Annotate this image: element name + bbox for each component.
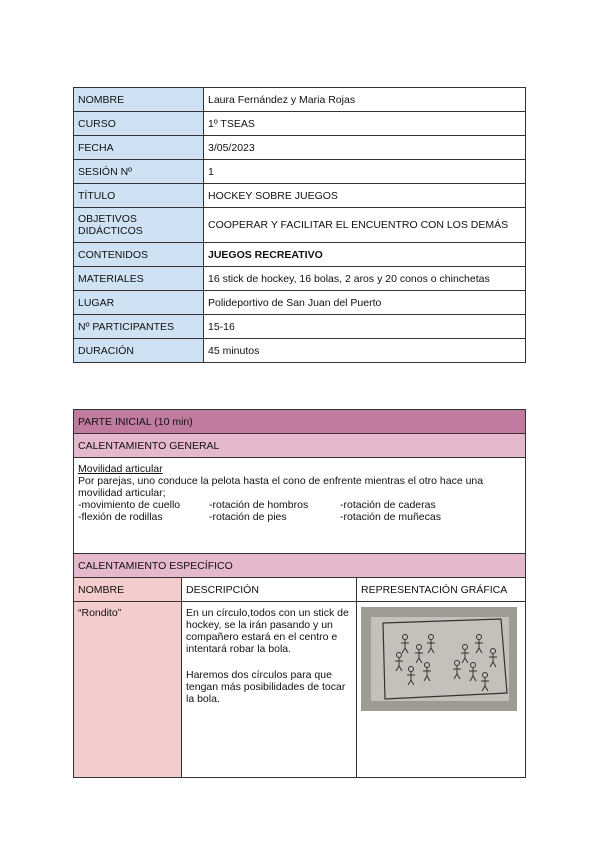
activity-description [182, 602, 357, 778]
info-value: 45 minutos [204, 339, 526, 363]
info-label: Nº PARTICIPANTES [74, 315, 204, 339]
info-value: 1 [204, 160, 526, 184]
info-label: OBJETIVOS DIDÁCTICOS [74, 208, 204, 243]
part-title: PARTE INICIAL (10 min) [74, 410, 526, 434]
info-value: 3/05/2023 [204, 136, 526, 160]
info-row [74, 112, 526, 136]
warmup-item: -rotación de hombros [209, 499, 309, 511]
info-row [74, 88, 526, 112]
info-value: 1º TSEAS [204, 112, 526, 136]
session-info-table [73, 87, 526, 363]
activity-graphic-cell [357, 602, 526, 778]
activity-description-p2: Haremos dos círculos para que tengan más posibilidades de tocar la bola. [186, 669, 346, 705]
warmup-intro: Por parejas, uno conduce la pelota hasta el cono de enfrente mientras el otro hace una movilidad articular; [78, 475, 484, 499]
info-label: NOMBRE [74, 88, 204, 112]
warmup-item: -rotación de caderas [340, 499, 436, 511]
info-value: Polideportivo de San Juan del Puerto [204, 291, 526, 315]
warmup-item: -flexión de rodillas [78, 511, 163, 523]
warmup-item: -rotación de pies [209, 511, 287, 523]
info-value: Laura Fernández y Maria Rojas [204, 88, 526, 112]
warmup-item: -rotación de muñecas [340, 511, 441, 523]
info-label: MATERIALES [74, 267, 204, 291]
info-value [204, 243, 526, 267]
column-header-graphic: REPRESENTACIÓN GRÁFICA [357, 578, 526, 602]
info-row [74, 339, 526, 363]
info-label: SESIÓN Nº [74, 160, 204, 184]
info-value: HOCKEY SOBRE JUEGOS [204, 184, 526, 208]
info-label: DURACIÓN [74, 339, 204, 363]
activity-name: “Rondito” [74, 602, 182, 778]
info-value: 15-16 [204, 315, 526, 339]
info-row [74, 136, 526, 160]
activity-description-p1: En un círculo,todos con un stick de hockey, se la irán pasando y un compañero estará en el centro e intentará robar la bola. [186, 607, 349, 655]
info-row [74, 315, 526, 339]
contents-value: JUEGOS RECREATIVO [208, 248, 323, 261]
info-label: FECHA [74, 136, 204, 160]
info-label: LUGAR [74, 291, 204, 315]
info-value: COOPERAR Y FACILITAR EL ENCUENTRO CON LOS DEMÁS [204, 208, 526, 243]
column-header-description: DESCRIPCIÓN [182, 578, 357, 602]
general-warmup-title: CALENTAMIENTO GENERAL [74, 434, 526, 458]
info-label: CONTENIDOS [74, 243, 204, 267]
session-plan-table [73, 409, 526, 778]
warmup-item: -movimiento de cuello [78, 499, 181, 511]
info-row [74, 208, 526, 243]
info-label: CURSO [74, 112, 204, 136]
activity-drawing [361, 607, 517, 711]
column-header-name: NOMBRE [74, 578, 182, 602]
info-value: 16 stick de hockey, 16 bolas, 2 aros y 20 conos o chinchetas [204, 267, 526, 291]
info-row [74, 267, 526, 291]
info-row [74, 243, 526, 267]
info-row [74, 160, 526, 184]
specific-warmup-title: CALENTAMIENTO ESPECÍFICO [74, 554, 526, 578]
info-row [74, 291, 526, 315]
warmup-heading: Movilidad articular [78, 463, 163, 475]
info-row [74, 184, 526, 208]
info-label: TÍTULO [74, 184, 204, 208]
general-warmup-content [74, 458, 526, 554]
